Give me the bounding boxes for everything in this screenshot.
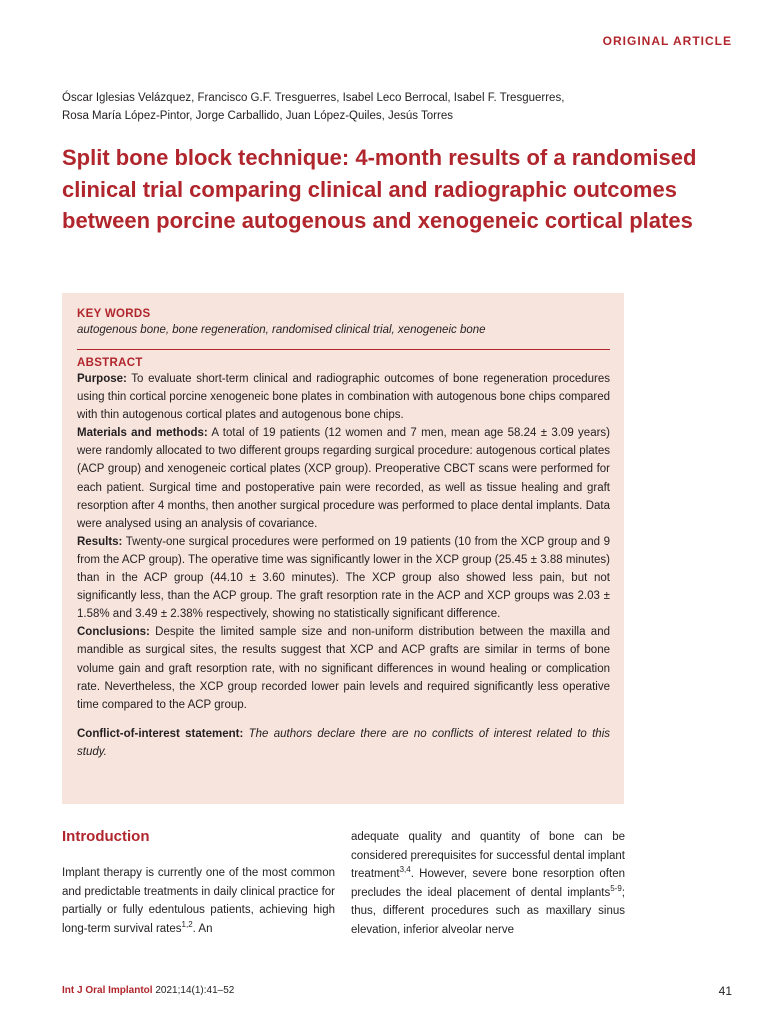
- coi-text: The authors declare there are no conflicts of interest related to this study.: [77, 727, 610, 758]
- abstract-heading: ABSTRACT: [77, 357, 143, 369]
- divider: [77, 349, 610, 350]
- conclusions-paragraph: [77, 623, 610, 713]
- citation-superscript: 3,4: [399, 865, 411, 875]
- conflict-of-interest-paragraph: [77, 725, 610, 761]
- results-label: Results:: [77, 535, 123, 548]
- intro-left-text-b: . An: [192, 922, 213, 935]
- page-number: 41: [718, 984, 732, 998]
- purpose-text: To evaluate short-term clinical and radiographic outcomes of bone regeneration procedures using thin cortical porcine xenogeneic bone plates in combination with autogenous bone chips compared with thin autogenous cortical plates and autogenous bone chips.: [77, 373, 610, 422]
- footer-citation: [62, 985, 234, 996]
- results-paragraph: [77, 533, 610, 623]
- purpose-paragraph: [77, 370, 610, 424]
- intro-right-text-a: adequate quality and quantity of bone can be considered prerequisites for successful dental implant treatment: [351, 831, 625, 880]
- keywords-heading: KEY WORDS: [77, 308, 151, 320]
- citation-superscript: 5-9: [610, 883, 622, 893]
- intro-left-text-a: Implant therapy is currently one of the most common and predictable treatments in daily clinical practice for partially or fully edentulous patients, achieving high long-term survival rates: [62, 867, 335, 935]
- intro-right-text-b: . However, severe bone resorption often precludes the ideal placement of dental implants: [351, 868, 625, 899]
- purpose-label: Purpose:: [77, 373, 127, 385]
- conclusions-text: Despite the limited sample size and non-uniform distribution between the maxilla and mandible as surgical sites, the results suggest that XCP and ACP grafts are similar in terms of bone volume gain and graft resorption rate, with no significant differences in wound healing or complication rate. Nevertheless, the XCP group recorded lower pain levels and required significantly less operative time compared to the ACP group.: [77, 626, 610, 711]
- citation-superscript: 1,2: [181, 919, 193, 929]
- journal-reference: 2021;14(1):41–52: [155, 985, 235, 996]
- journal-name: Int J Oral Implantol: [62, 985, 153, 996]
- author-list: [62, 89, 702, 125]
- section-label: ORIGINAL ARTICLE: [602, 34, 732, 48]
- introduction-right-column: [351, 828, 625, 939]
- methods-label: Materials and methods:: [77, 427, 208, 440]
- authors-line-1: Óscar Iglesias Velázquez, Francisco G.F. Tresguerres, Isabel Leco Berrocal, Isabel F. Tresguerres,: [62, 92, 565, 104]
- authors-line-2: Rosa María López-Pintor, Jorge Carballido, Juan López-Quiles, Jesús Torres: [62, 110, 453, 122]
- conclusions-label: Conclusions:: [77, 626, 150, 639]
- abstract-box: [62, 293, 624, 804]
- introduction-heading: Introduction: [62, 828, 150, 845]
- methods-paragraph: [77, 424, 610, 533]
- article-title: Split bone block technique: 4-month results of a randomised clinical trial comparing clinical and radiographic outcomes between porcine autogenous and xenogeneic cortical plates: [62, 145, 697, 233]
- methods-text: A total of 19 patients (12 women and 7 men, mean age 58.24 ± 3.09 years) were randomly allocated to two different groups regarding surgical procedure: autogenous cortical plates (ACP group) and xenogeneic cortical plates (XCP group). Preoperative CBCT scans were performed for each patient. Surgical time and postoperative pain were recorded, as well as tissue healing and graft resorption after 4 months, then another surgical procedure was performed to place dental implants. Data were analysed using an analysis of covariance.: [77, 427, 611, 530]
- keywords-text: autogenous bone, bone regeneration, randomised clinical trial, xenogeneic bone: [77, 324, 486, 336]
- coi-label: Conflict-of-interest statement:: [77, 727, 244, 740]
- introduction-left-column: [62, 864, 335, 938]
- intro-right-text-c: ; thus, different procedures such as maxillary sinus elevation, inferior alveolar nerve: [351, 886, 625, 936]
- results-text: Twenty-one surgical procedures were performed on 19 patients (10 from the XCP group and 9 from the ACP group). The operative time was significantly lower in the XCP group (25.45 ± 3.88 minutes) than in the ACP group (44.10 ± 3.60 minutes). The XCP group also showed less pain, but not significantly less, than the ACP group. The graft resorption rate in the ACP and XCP groups was 2.03 ± 1.58% and 3.49 ± 2.38% respectively, showing no statistically significant difference.: [77, 535, 610, 621]
